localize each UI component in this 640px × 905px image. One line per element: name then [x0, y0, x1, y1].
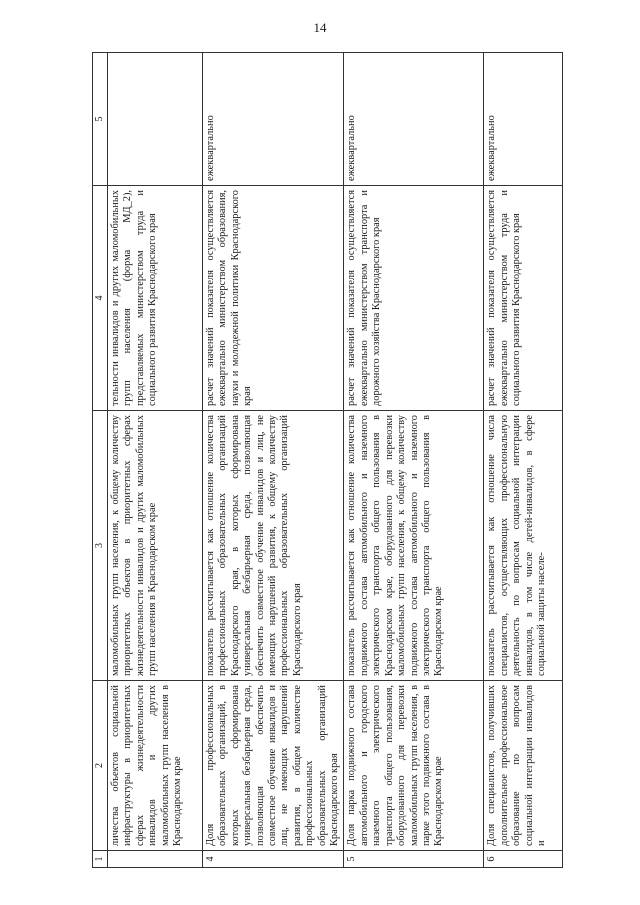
- frequency: ежеквартально: [344, 53, 484, 186]
- frequency: ежеквартально: [484, 53, 563, 186]
- indicator-name: Доля профессиональных образовательных организаций, в которых сформирована универсальная безбарьерная среда, позволяющая обеспечить совместное обучение инвалидов и лиц, не имеющих нарушений развития, в общем количестве профессиональных образовательных организаций Краснодарского края: [203, 681, 344, 851]
- frequency: [108, 53, 203, 186]
- data-source: расчет значений показателя осуществляется ежеквартально министерством образования, науки и молодежной политики Краснодарского края: [203, 186, 344, 411]
- column-header-5: 5: [93, 53, 108, 186]
- column-header-2: 2: [93, 681, 108, 851]
- row-number: [108, 851, 203, 868]
- indicator-name: Доля специалистов, получивших дополнительное профессиональное образование по вопросам социальной интеграции инвалидов и: [484, 681, 563, 851]
- column-header-3: 3: [93, 411, 108, 681]
- page-number: 14: [313, 20, 327, 35]
- calculation-method: показатель рассчитывается как отношение числа специалистов, осуществляющих профессиональную деятельность по вопросам социальной интеграции инвалидов, в том числе детей-инвалидов, в сфере социальной защиты населе-: [484, 411, 563, 681]
- table-row: [203, 53, 344, 868]
- data-source: расчет значений показателя осуществляется ежеквартально министерством транспорта и дорожного хозяйства Краснодарского края: [344, 186, 484, 411]
- calculation-method: показатель рассчитывается как отношение количества профессиональных образовательных организаций Краснодарского края, в которых сформирована универсальная безбарьерная среда, позволяющая обеспечить совместное обучение инвалидов и лиц, не имеющих нарушений развития, к общему количеству профессиональных образовательных организаций Краснодарского края: [203, 411, 344, 681]
- indicator-name: личества объектов социальной инфраструктуры в приоритетных сферах жизнедеятельности инвалидов и других маломобильных групп населения в Краснодарском крае: [108, 681, 203, 851]
- column-header-1: 1: [93, 851, 108, 868]
- data-source: тельности инвалидов и других маломобильных групп населения (форма МД_2), представляемых министерством труда и социального развития Краснодарского края: [108, 186, 203, 411]
- column-header-4: 4: [93, 186, 108, 411]
- calculation-method: показатель рассчитывается как отношение количества подвижного состава автомобильного и наземного электрического транспорта общего пользования в Краснодарском крае, оборудованного для перевозки маломобильных групп населения, к общему количеству подвижного состава автомобильного и наземного электрического транспорта общего пользования в Краснодарском крае: [344, 411, 484, 681]
- row-number: 4: [203, 851, 344, 868]
- row-number: 5: [344, 851, 484, 868]
- header-row: [93, 53, 108, 868]
- indicator-name: Доля парка подвижного состава автомобильного и городского наземного электрического транспорта общего пользования, оборудованного для перевозки маломобильных групп населения, в парке этого подвижного состава в Краснодарском крае: [344, 681, 484, 851]
- table-row: [484, 53, 563, 868]
- rotated-table-container: [92, 53, 548, 868]
- frequency: ежеквартально: [203, 53, 344, 186]
- data-source: расчет значений показателя осуществляется ежеквартально министерством труда и социального развития Краснодарского края: [484, 186, 563, 411]
- indicators-table: [92, 52, 563, 868]
- table-row: [108, 53, 203, 868]
- calculation-method: маломобильных групп населения, к общему количеству приоритетных объектов в приоритетных сферах жизнедеятельности инвалидов и других маломобильных групп населения в Краснодарском крае: [108, 411, 203, 681]
- table-row: [344, 53, 484, 868]
- row-number: 6: [484, 851, 563, 868]
